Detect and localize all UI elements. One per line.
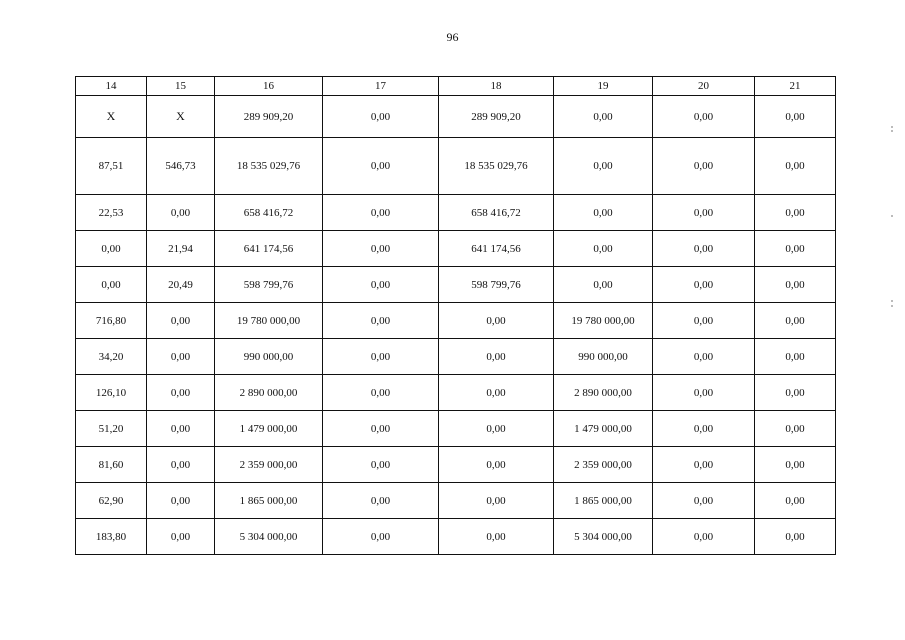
table-cell: 0,00	[439, 519, 554, 555]
table-cell: 62,90	[76, 483, 147, 519]
table-row	[76, 303, 836, 339]
table-cell: 0,00	[439, 447, 554, 483]
table-cell: 0,00	[653, 138, 755, 195]
table-row	[76, 411, 836, 447]
table-cell: 0,00	[323, 519, 439, 555]
table-cell: 19 780 000,00	[215, 303, 323, 339]
table-cell: 0,00	[323, 447, 439, 483]
table-cell: 1 865 000,00	[554, 483, 653, 519]
table-cell: 0,00	[147, 483, 215, 519]
table-cell: 0,00	[755, 447, 836, 483]
table-row	[76, 375, 836, 411]
table-row	[76, 96, 836, 138]
table-cell: 0,00	[755, 339, 836, 375]
table-cell: 81,60	[76, 447, 147, 483]
table-cell: 19 780 000,00	[554, 303, 653, 339]
table-cell: 0,00	[653, 519, 755, 555]
table-cell: 0,00	[439, 375, 554, 411]
table-cell: 0,00	[554, 138, 653, 195]
table-cell: 0,00	[554, 267, 653, 303]
table-cell: 0,00	[323, 303, 439, 339]
table-row	[76, 267, 836, 303]
table-cell: 1 865 000,00	[215, 483, 323, 519]
table-row	[76, 138, 836, 195]
table-cell: 5 304 000,00	[215, 519, 323, 555]
table-cell: 289 909,20	[215, 96, 323, 138]
table-cell: 18 535 029,76	[215, 138, 323, 195]
table-cell: 0,00	[147, 303, 215, 339]
table-cell: 87,51	[76, 138, 147, 195]
table-cell: X	[147, 96, 215, 138]
table-cell: 2 890 000,00	[215, 375, 323, 411]
table-cell: 0,00	[755, 231, 836, 267]
table-cell: 0,00	[755, 138, 836, 195]
column-header: 15	[147, 77, 215, 96]
table-cell: 0,00	[147, 375, 215, 411]
table-row	[76, 483, 836, 519]
table-cell: 0,00	[554, 96, 653, 138]
table-cell: 0,00	[439, 483, 554, 519]
table-cell: 0,00	[323, 195, 439, 231]
table-cell: 0,00	[653, 267, 755, 303]
table-row	[76, 519, 836, 555]
table-cell: 0,00	[755, 96, 836, 138]
table-cell: 0,00	[147, 195, 215, 231]
table-cell: 0,00	[755, 267, 836, 303]
table-cell: 0,00	[755, 519, 836, 555]
table-cell: 0,00	[653, 447, 755, 483]
table-cell: X	[76, 96, 147, 138]
table-cell: 0,00	[653, 303, 755, 339]
table-cell: 990 000,00	[215, 339, 323, 375]
table-cell: 990 000,00	[554, 339, 653, 375]
table-cell: 0,00	[755, 375, 836, 411]
table-cell: 2 890 000,00	[554, 375, 653, 411]
table-cell: 0,00	[323, 483, 439, 519]
table-cell: 0,00	[439, 411, 554, 447]
column-header: 20	[653, 77, 755, 96]
table-cell: 0,00	[323, 267, 439, 303]
table-cell: 0,00	[323, 339, 439, 375]
table-row	[76, 195, 836, 231]
table-cell: 658 416,72	[215, 195, 323, 231]
column-header: 19	[554, 77, 653, 96]
table-cell: 0,00	[147, 519, 215, 555]
data-table	[75, 76, 836, 555]
table-cell: 598 799,76	[215, 267, 323, 303]
table-cell: 0,00	[147, 411, 215, 447]
table-cell: 34,20	[76, 339, 147, 375]
table-cell: 183,80	[76, 519, 147, 555]
table-cell: 598 799,76	[439, 267, 554, 303]
table-cell: 1 479 000,00	[554, 411, 653, 447]
table-cell: 126,10	[76, 375, 147, 411]
table-cell: 0,00	[323, 96, 439, 138]
table-row	[76, 231, 836, 267]
table-cell: 0,00	[147, 447, 215, 483]
table-cell: 0,00	[554, 195, 653, 231]
table-cell: 0,00	[653, 411, 755, 447]
table-cell: 0,00	[323, 138, 439, 195]
column-header: 17	[323, 77, 439, 96]
table-cell: 1 479 000,00	[215, 411, 323, 447]
table-cell: 0,00	[755, 411, 836, 447]
table-row	[76, 339, 836, 375]
table-cell: 0,00	[76, 231, 147, 267]
table-cell: 2 359 000,00	[554, 447, 653, 483]
table-cell: 0,00	[755, 195, 836, 231]
table-cell: 641 174,56	[439, 231, 554, 267]
table-cell: 0,00	[653, 375, 755, 411]
table-cell: 0,00	[323, 411, 439, 447]
page-number: 96	[446, 30, 459, 44]
table-cell: 546,73	[147, 138, 215, 195]
table-cell: 0,00	[653, 339, 755, 375]
header-row	[76, 77, 836, 96]
table-cell: 641 174,56	[215, 231, 323, 267]
table-cell: 0,00	[653, 96, 755, 138]
table-cell: 21,94	[147, 231, 215, 267]
column-header: 14	[76, 77, 147, 96]
table-cell: 0,00	[554, 231, 653, 267]
column-header: 16	[215, 77, 323, 96]
table-cell: 22,53	[76, 195, 147, 231]
table-cell: 5 304 000,00	[554, 519, 653, 555]
scan-margin-marks	[891, 120, 895, 320]
table-cell: 0,00	[653, 231, 755, 267]
column-header: 18	[439, 77, 554, 96]
table-cell: 2 359 000,00	[215, 447, 323, 483]
table-cell: 289 909,20	[439, 96, 554, 138]
table-cell: 0,00	[439, 339, 554, 375]
table-cell: 0,00	[755, 303, 836, 339]
table-cell: 0,00	[755, 483, 836, 519]
table-cell: 0,00	[653, 195, 755, 231]
table-row	[76, 447, 836, 483]
table-cell: 18 535 029,76	[439, 138, 554, 195]
table-cell: 716,80	[76, 303, 147, 339]
table-cell: 0,00	[439, 303, 554, 339]
table-cell: 0,00	[76, 267, 147, 303]
table-cell: 51,20	[76, 411, 147, 447]
table-cell: 0,00	[147, 339, 215, 375]
table-cell: 658 416,72	[439, 195, 554, 231]
table-cell: 20,49	[147, 267, 215, 303]
table-cell: 0,00	[653, 483, 755, 519]
table-cell: 0,00	[323, 375, 439, 411]
column-header: 21	[755, 77, 836, 96]
table-cell: 0,00	[323, 231, 439, 267]
